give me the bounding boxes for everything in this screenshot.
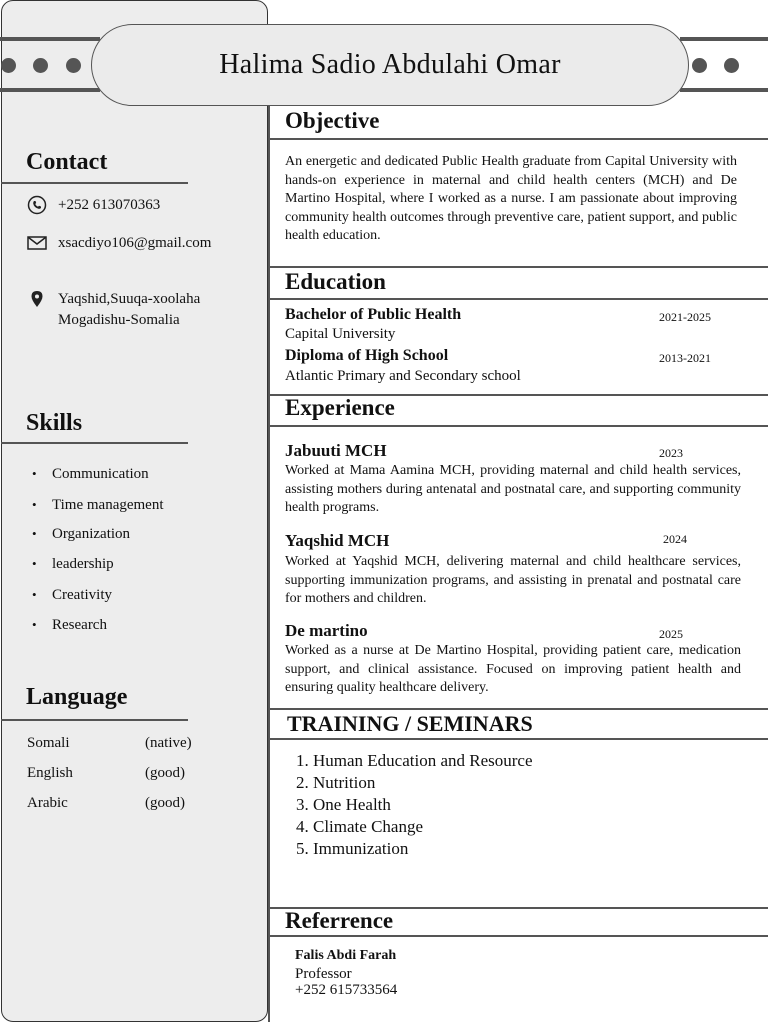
language-rule: [1, 719, 188, 721]
education-rule: [269, 298, 768, 300]
experience-title: De martino: [285, 621, 368, 640]
education-degree: Diploma of High School: [285, 347, 449, 364]
experience-year: 2023: [659, 446, 683, 460]
experience-title: Jabuuti MCH: [285, 441, 387, 460]
skill-label: leadership: [52, 556, 114, 572]
email-text: xsacdiyo106@gmail.com: [58, 235, 212, 251]
language-name: English: [27, 765, 73, 781]
training-number: 1.: [296, 751, 309, 770]
language-name: Somali: [27, 735, 70, 751]
training-top-rule: [269, 708, 768, 710]
skill-label: Time management: [52, 497, 164, 513]
header-band-bottom-left: [0, 88, 100, 92]
experience-text: Worked at Mama Aamina MCH, providing maternal and child health services, assisting mothers during antenatal and postnatal care, and supporting community health programs.: [285, 463, 741, 515]
header-dot: [33, 58, 48, 73]
skill-item: [36, 556, 114, 573]
skill-item: [36, 497, 164, 514]
language-level: (native): [145, 735, 192, 751]
reference-phone: +252 615733564: [295, 982, 398, 998]
contact-email-row: [26, 233, 211, 254]
training-label: Immunization: [313, 839, 409, 858]
training-number: 3.: [296, 795, 309, 814]
training-label: One Health: [313, 795, 391, 814]
training-item: [296, 794, 533, 816]
training-list: [296, 750, 533, 860]
skill-item: [36, 587, 112, 604]
skill-item: [36, 466, 149, 483]
objective-heading: Objective: [285, 108, 380, 133]
experience-title: Yaqshid MCH: [285, 531, 390, 550]
training-number: 5.: [296, 839, 309, 858]
skill-item: [36, 526, 130, 543]
full-name: Halima Sadio Abdulahi Omar: [219, 49, 561, 80]
objective-text: An energetic and dedicated Public Health graduate from Capital University with hands-on experience in maternal and child health centers (MCH) and De Martino Hospital, where I worked as a nurse. I am passionate about improving community health outcomes through preventive care, patient support, and public health education.: [285, 154, 737, 243]
experience-year: 2024: [663, 532, 687, 546]
training-item: [296, 750, 533, 772]
phone-text: +252 613070363: [58, 197, 161, 213]
language-row: [27, 735, 207, 752]
skill-label: Creativity: [52, 587, 112, 603]
contact-heading: Contact: [26, 149, 108, 175]
name-banner: [91, 24, 689, 106]
header-band-bottom-right: [680, 88, 768, 92]
header-dot: [724, 58, 739, 73]
language-level: (good): [145, 765, 185, 781]
objective-rule: [269, 138, 768, 140]
training-number: 2.: [296, 773, 309, 792]
address-text: [58, 289, 200, 331]
experience-heading: Experience: [285, 395, 395, 420]
reference-rule: [269, 935, 768, 937]
training-heading: TRAINING / SEMINARS: [287, 711, 533, 736]
language-name: Arabic: [27, 795, 68, 811]
training-rule: [269, 738, 768, 740]
header-dot: [1, 58, 16, 73]
education-school: Capital University: [285, 326, 396, 342]
contact-address-row: [26, 289, 200, 331]
reference-role: Professor: [295, 966, 352, 982]
address-line-1: Yaqshid,Suuqa-xoolaha: [58, 291, 201, 307]
education-heading: Education: [285, 269, 386, 294]
skill-item: [36, 617, 107, 634]
skills-heading: Skills: [26, 410, 83, 436]
language-heading: Language: [26, 684, 128, 710]
training-number: 4.: [296, 817, 309, 836]
language-row: [27, 795, 207, 812]
education-years: 2013-2021: [659, 351, 711, 365]
reference-name: Falis Abdi Farah: [295, 948, 397, 963]
education-school: Atlantic Primary and Secondary school: [285, 368, 521, 384]
contact-phone-row: [26, 195, 160, 216]
education-years: 2021-2025: [659, 310, 711, 324]
experience-rule: [269, 425, 768, 427]
training-label: Human Education and Resource: [313, 751, 533, 770]
experience-text: Worked at Yaqshid MCH, delivering maternal and child healthcare services, supporting immunization programs, and assisting in prenatal and postnatal care for mothers and children.: [285, 554, 741, 606]
training-item: [296, 816, 533, 838]
language-row: [27, 765, 207, 782]
header-band-top-left: [0, 37, 100, 41]
header-dot: [692, 58, 707, 73]
education-degree: Bachelor of Public Health: [285, 306, 462, 323]
skills-rule: [1, 442, 188, 444]
address-line-2: Mogadishu-Somalia: [58, 312, 180, 328]
mail-icon: [26, 233, 48, 253]
phone-icon: [26, 195, 48, 215]
training-label: Climate Change: [313, 817, 424, 836]
contact-rule: [1, 182, 188, 184]
training-label: Nutrition: [313, 773, 376, 792]
experience-year: 2025: [659, 627, 683, 641]
main-column-divider: [268, 106, 270, 1022]
skill-label: Research: [52, 617, 107, 633]
location-pin-icon: [26, 289, 48, 309]
training-item: [296, 772, 533, 794]
experience-text: Worked as a nurse at De Martino Hospital, providing patient care, medication support, and clinical assistance. Focused on improving patient health and ensuring quality healthcare delivery.: [285, 643, 741, 695]
education-top-rule: [269, 266, 768, 268]
header-dot: [66, 58, 81, 73]
skill-label: Communication: [52, 466, 149, 482]
language-level: (good): [145, 795, 185, 811]
skill-label: Organization: [52, 526, 131, 542]
training-item: [296, 838, 533, 860]
reference-heading: Referrence: [285, 908, 394, 933]
header-band-top-right: [680, 37, 768, 41]
